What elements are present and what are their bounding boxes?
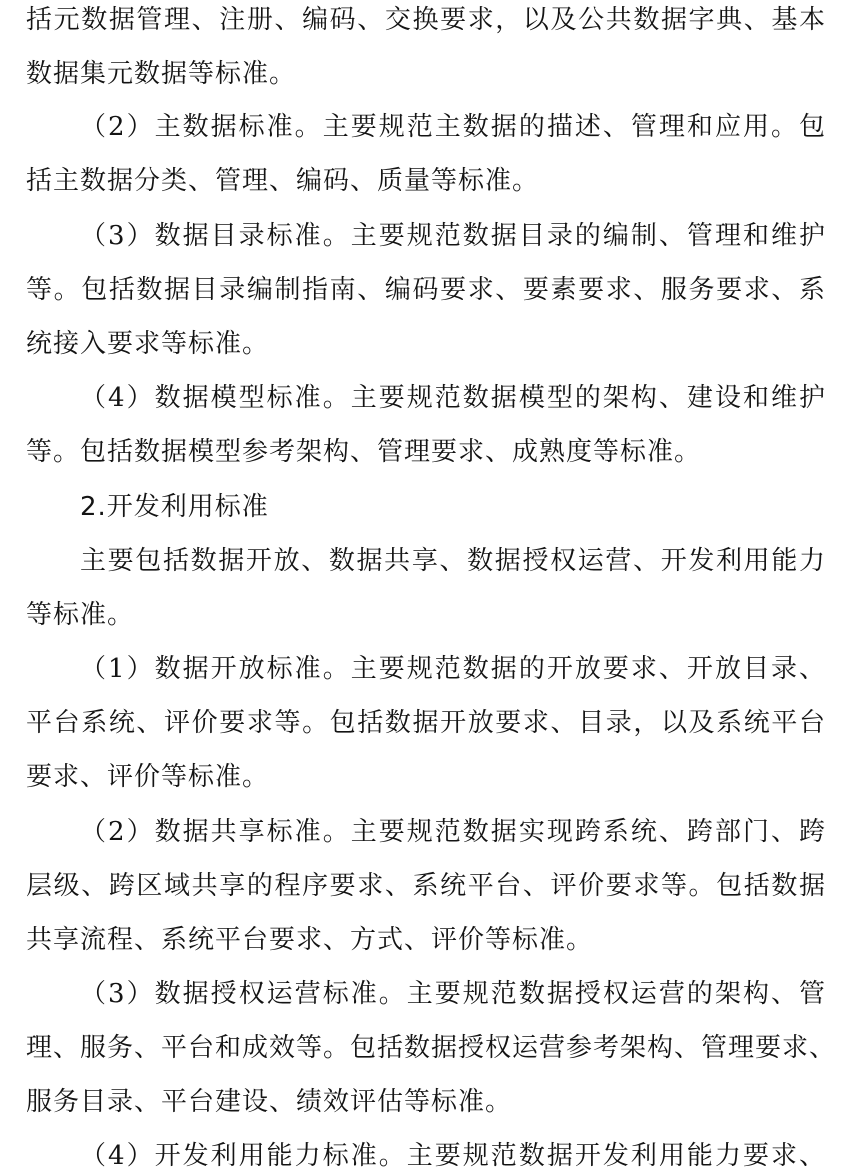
- paragraph-line: （4）开发利用能力标准。主要规范数据开发利用能力要求、: [80, 1141, 826, 1171]
- paragraph-line: 理、服务、平台和成效等。包括数据授权运营参考架构、管理要求、: [26, 1033, 837, 1063]
- paragraph-line: 要求、评价等标准。: [26, 762, 270, 792]
- paragraph-line: 等。包括数据模型参考架构、管理要求、成熟度等标准。: [26, 437, 702, 467]
- paragraph-line: 统接入要求等标准。: [26, 329, 270, 359]
- paragraph-line: （2）主数据标准。主要规范主数据的描述、管理和应用。包: [80, 112, 826, 142]
- paragraph-line: 等标准。: [26, 600, 135, 630]
- paragraph-line: 括主数据分类、管理、编码、质量等标准。: [26, 166, 540, 196]
- paragraph-line: 括元数据管理、注册、编码、交换要求，以及公共数据字典、基本: [26, 5, 826, 35]
- paragraph-line: 等。包括数据目录编制指南、编码要求、要素要求、服务要求、系: [26, 275, 826, 305]
- paragraph-line: 服务目录、平台建设、绩效评估等标准。: [26, 1087, 513, 1117]
- paragraph-line: （2）数据共享标准。主要规范数据实现跨系统、跨部门、跨: [80, 817, 826, 847]
- paragraph-line: 平台系统、评价要求等。包括数据开放要求、目录，以及系统平台: [26, 708, 826, 738]
- paragraph-line: 数据集元数据等标准。: [26, 59, 297, 89]
- paragraph-line: 层级、跨区域共享的程序要求、系统平台、评价要求等。包括数据: [26, 871, 826, 901]
- paragraph-line: 主要包括数据开放、数据共享、数据授权运营、开发利用能力: [80, 546, 826, 576]
- paragraph-line: （3）数据授权运营标准。主要规范数据授权运营的架构、管: [80, 979, 826, 1009]
- paragraph-line: 共享流程、系统平台要求、方式、评价等标准。: [26, 925, 594, 955]
- paragraph-line: （1）数据开放标准。主要规范数据的开放要求、开放目录、: [80, 654, 826, 684]
- section-heading: 2.开发利用标准: [80, 492, 269, 522]
- paragraph-line: （4）数据模型标准。主要规范数据模型的架构、建设和维护: [80, 383, 826, 413]
- paragraph-line: （3）数据目录标准。主要规范数据目录的编制、管理和维护: [80, 221, 826, 251]
